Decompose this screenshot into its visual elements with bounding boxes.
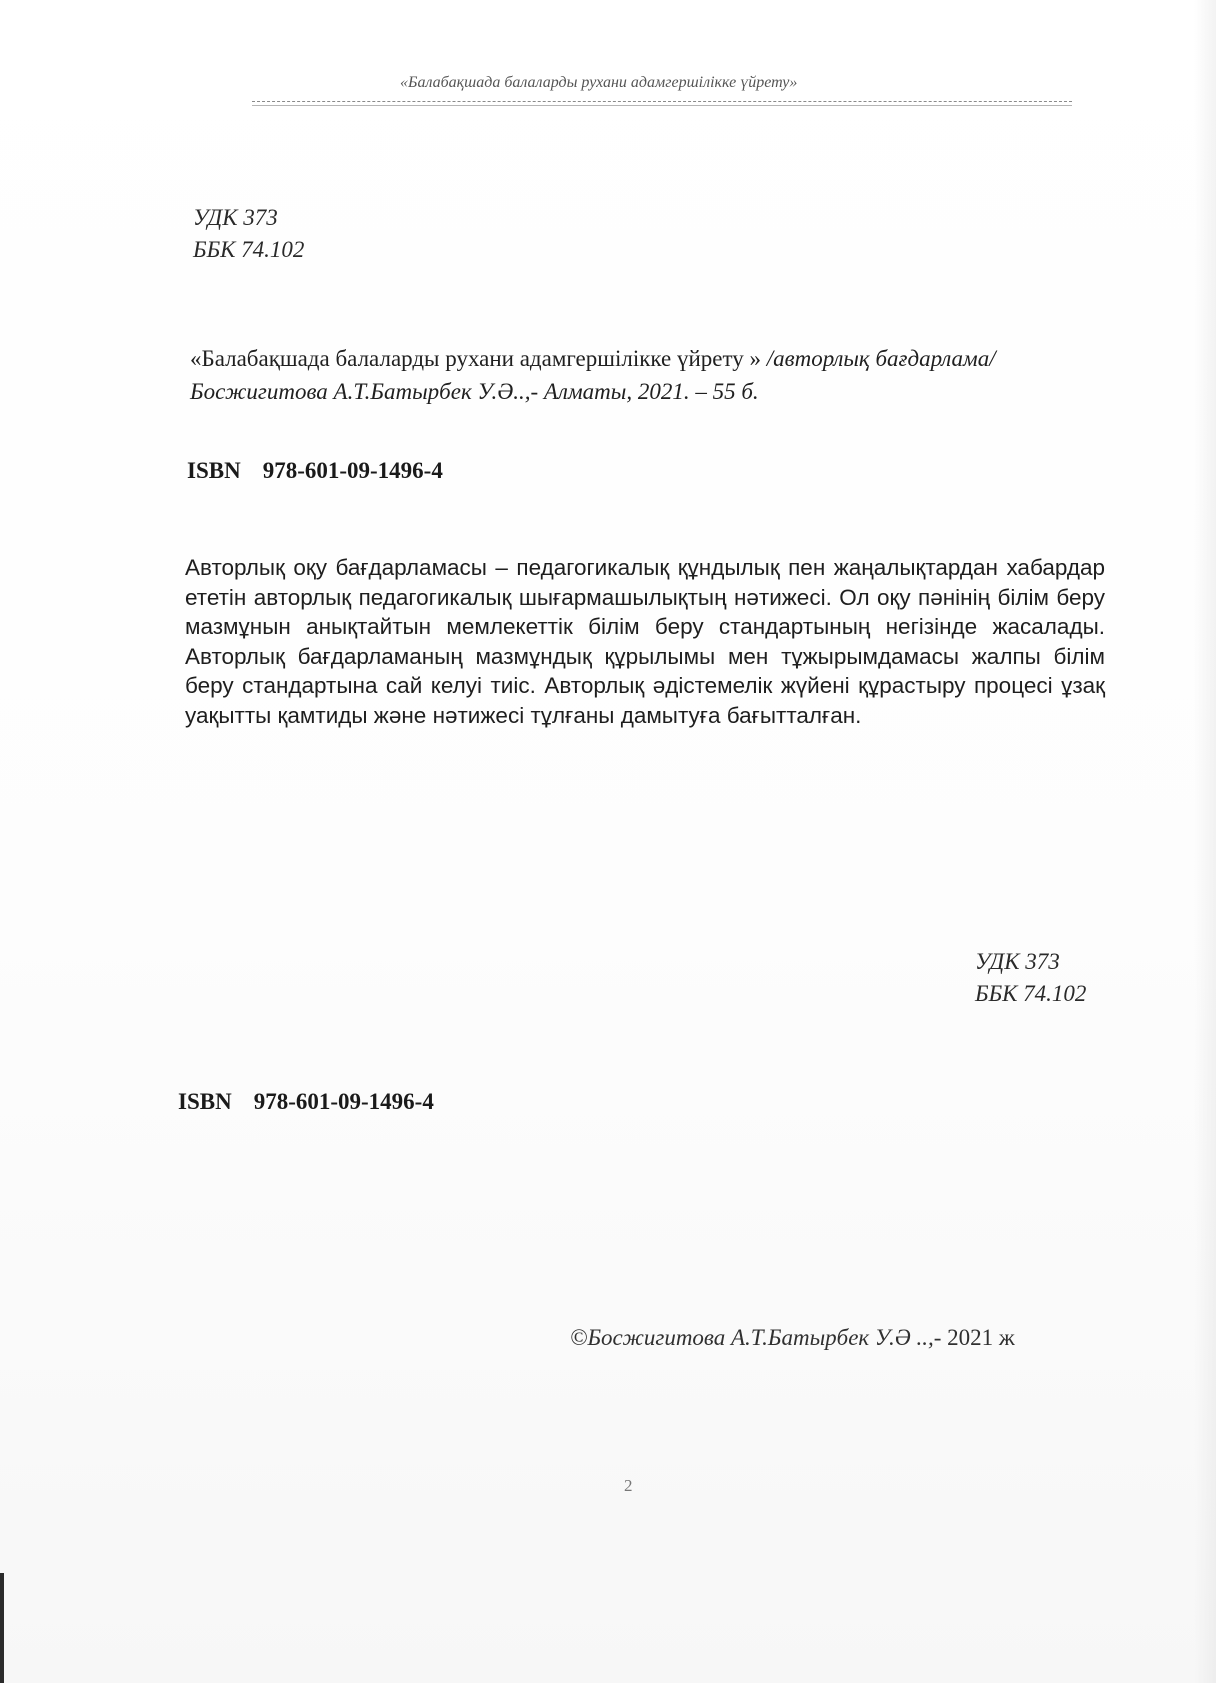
classification-block-top [193,202,304,266]
header-rule-secondary [252,105,1072,106]
bbk-code: ББК 74.102 [193,237,305,262]
running-header: «Балабақшада балаларды рухани адамгершілікке үйрету» [400,74,798,91]
header-rule [252,101,1072,102]
isbn-number: 978-601-09-1496-4 [262,458,443,483]
isbn-label: ISBN [178,1089,232,1114]
bbk-code: ББК 74.102 [975,981,1087,1006]
isbn-label: ISBN [187,458,241,483]
copyright-line [570,1325,1015,1351]
abstract-paragraph: Авторлық оқу бағдарламасы – педагогикалық құндылық пен жаңалықтардан хабардар ететін авторлық педагогикалық шығармашылықтың нәтижесі. Ол оқу пәнінің білім беру мазмұнын анықтайтын мемлекеттік білім беру стандартының негізінде жасалады. Авторлық бағдарламаның мазмұндық құрылымы мен тұжырымдамасы жалпы білім беру стандартына сай келуі тиіс. Авторлық әдістемелік жүйені құрастыру процесі ұзақ уақытты қамтиды және нәтижесі тұлғаны дамытуға бағытталған. [185,555,1105,728]
scan-edge-shadow [1194,0,1216,1683]
isbn-line-top [187,458,443,484]
isbn-number: 978-601-09-1496-4 [253,1089,434,1114]
scan-edge-mark [0,1573,4,1683]
copyright-authors: ©Босжигитова А.Т.Батырбек У.Ә ..,- [570,1325,942,1350]
page-number: 2 [624,1476,633,1495]
copyright-year: 2021 ж [947,1325,1015,1350]
udk-code: УДК 373 [193,205,278,230]
bibliographic-citation [190,342,1010,408]
citation-title: «Балабақшада балаларды рухани адамгершілікке үйрету » [190,346,761,371]
udk-code: УДК 373 [975,949,1060,974]
isbn-line-bottom [178,1089,434,1115]
classification-block-bottom [975,946,1086,1010]
citation-details: /авторлық бағдарлама/Босжигитова А.Т.Батырбек У.Ә..,- Алматы, 2021. – 55 б. [190,346,996,404]
